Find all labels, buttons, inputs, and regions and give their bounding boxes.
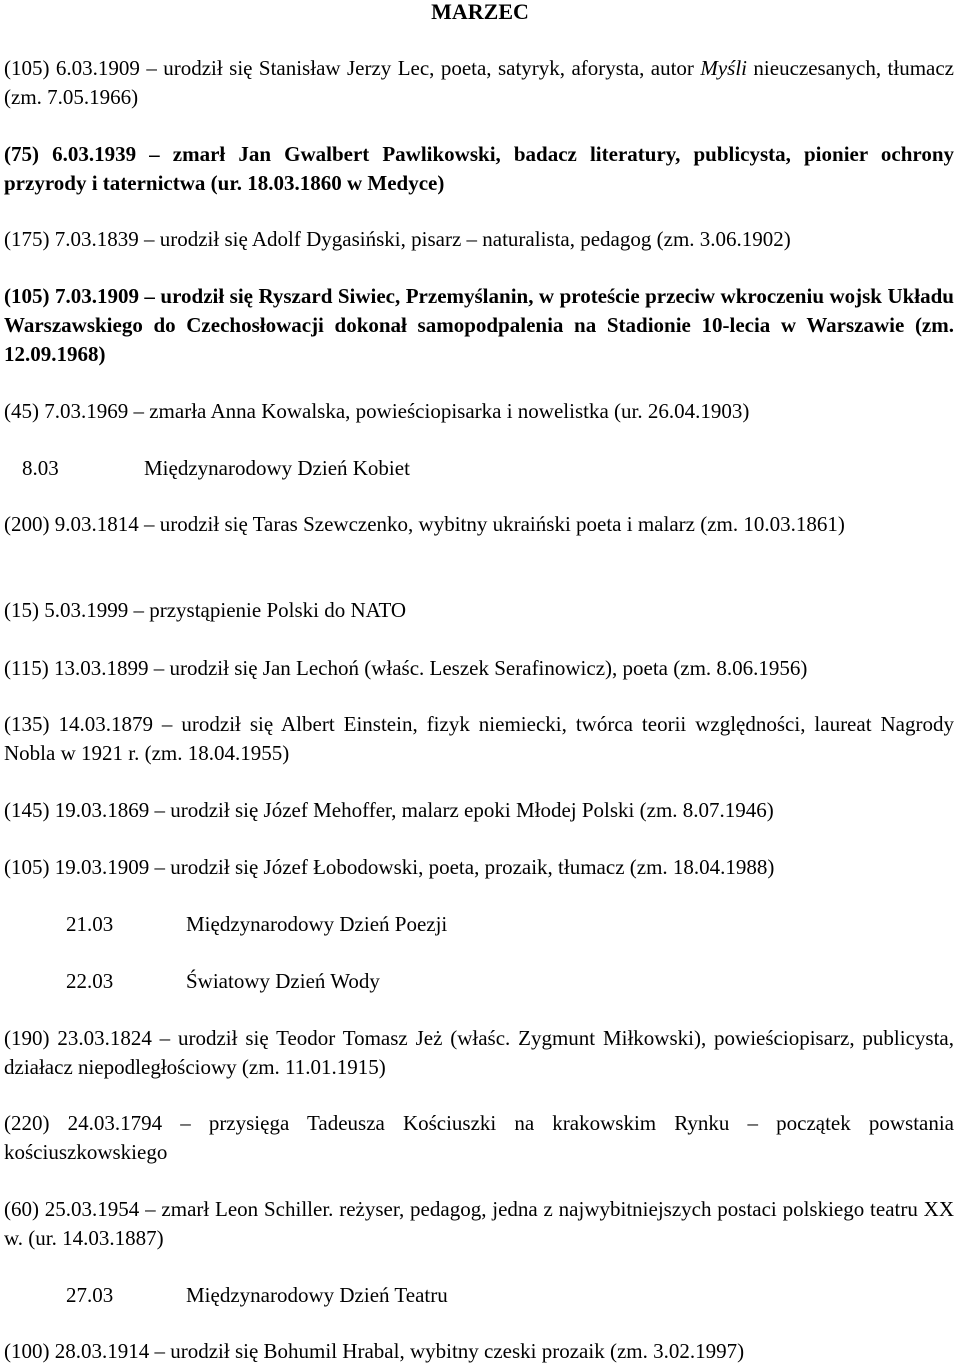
holiday-date: 22.03 — [66, 969, 114, 993]
holiday-date: 8.03 — [22, 456, 59, 480]
entry-einstein: (135) 14.03.1879 – urodził się Albert Einstein, fizyk niemiecki, twórca teorii względności, laureat Nagrody Nobla w 1921 r. (zm. 18.04.1955) — [4, 712, 954, 765]
entry-szewczenko: (200) 9.03.1814 – urodził się Taras Szewczenko, wybitny ukraiński poeta i malarz (zm. 10.03.1861) — [4, 512, 845, 536]
entry-nato: (15) 5.03.1999 – przystąpienie Polski do NATO — [4, 598, 407, 622]
work-title: Myśli — [700, 56, 747, 80]
entry-dygasinski: (175) 7.03.1839 – urodził się Adolf Dygasiński, pisarz – naturalista, pedagog (zm. 3.06.1902) — [4, 227, 791, 251]
page-title: MARZEC — [431, 0, 529, 24]
entry-jez: (190) 23.03.1824 – urodził się Teodor Tomasz Jeż (właśc. Zygmunt Miłkowski), powieściopisarz, publicysta, działacz niepodległościowy (zm. 11.01.1915) — [4, 1026, 954, 1079]
entry-lechon: (115) 13.03.1899 – urodził się Jan Lechoń (właśc. Leszek Serafinowicz), poeta (zm. 8.06.1956) — [4, 656, 808, 680]
entry-pawlikowski: (75) 6.03.1939 – zmarł Jan Gwalbert Pawlikowski, badacz literatury, publicysta, pionier ochrony przyrody i taternictwa (ur. 18.03.1860 w Medyce) — [4, 142, 954, 195]
entry-lobodowski: (105) 19.03.1909 – urodził się Józef Łobodowski, poeta, prozaik, tłumacz (zm. 18.04.1988) — [4, 855, 775, 879]
holiday-name: Światowy Dzień Wody — [186, 969, 380, 993]
holiday-date: 21.03 — [66, 912, 114, 936]
entry-lec: (105) 6.03.1909 – urodził się Stanisław Jerzy Lec, poeta, satyryk, aforysta, autor Myśli nieuczesanych, tłumacz (zm. 7.05.1966) — [4, 56, 954, 109]
holiday-name: Międzynarodowy Dzień Teatru — [186, 1283, 448, 1307]
entry-kowalska: (45) 7.03.1969 – zmarła Anna Kowalska, powieściopisarka i nowelistka (ur. 26.04.1903) — [4, 399, 750, 423]
entry-schiller: (60) 25.03.1954 – zmarł Leon Schiller. reżyser, pedagog, jedna z najwybitniejszych postaci polskiego teatru XX w. (ur. 14.03.1887) — [4, 1197, 954, 1250]
holiday-poetry-day — [66, 910, 447, 939]
holiday-name: Międzynarodowy Dzień Poezji — [186, 912, 448, 936]
holiday-theatre-day — [66, 1281, 448, 1310]
holiday-date: 27.03 — [66, 1283, 114, 1307]
holiday-water-day — [66, 967, 380, 996]
entry-siwiec: (105) 7.03.1909 – urodził się Ryszard Siwiec, Przemyślanin, w proteście przeciw wkroczeniu wojsk Układu Warszawskiego do Czechosłowacji dokonał samopodpalenia na Stadionie 10-lecia w Warszawie (zm. 12.09.1968) — [4, 284, 954, 366]
holiday-womens-day — [22, 454, 410, 483]
holiday-name: Międzynarodowy Dzień Kobiet — [144, 456, 410, 480]
entry-kosciuszko: (220) 24.03.1794 – przysięga Tadeusza Kościuszki na krakowskim Rynku – początek powstania kościuszkowskiego — [4, 1111, 954, 1164]
entry-mehoffer: (145) 19.03.1869 – urodził się Józef Mehoffer, malarz epoki Młodej Polski (zm. 8.07.1946) — [4, 798, 774, 822]
entry-hrabal: (100) 28.03.1914 – urodził się Bohumil Hrabal, wybitny czeski prozaik (zm. 3.02.1997) — [4, 1339, 745, 1363]
